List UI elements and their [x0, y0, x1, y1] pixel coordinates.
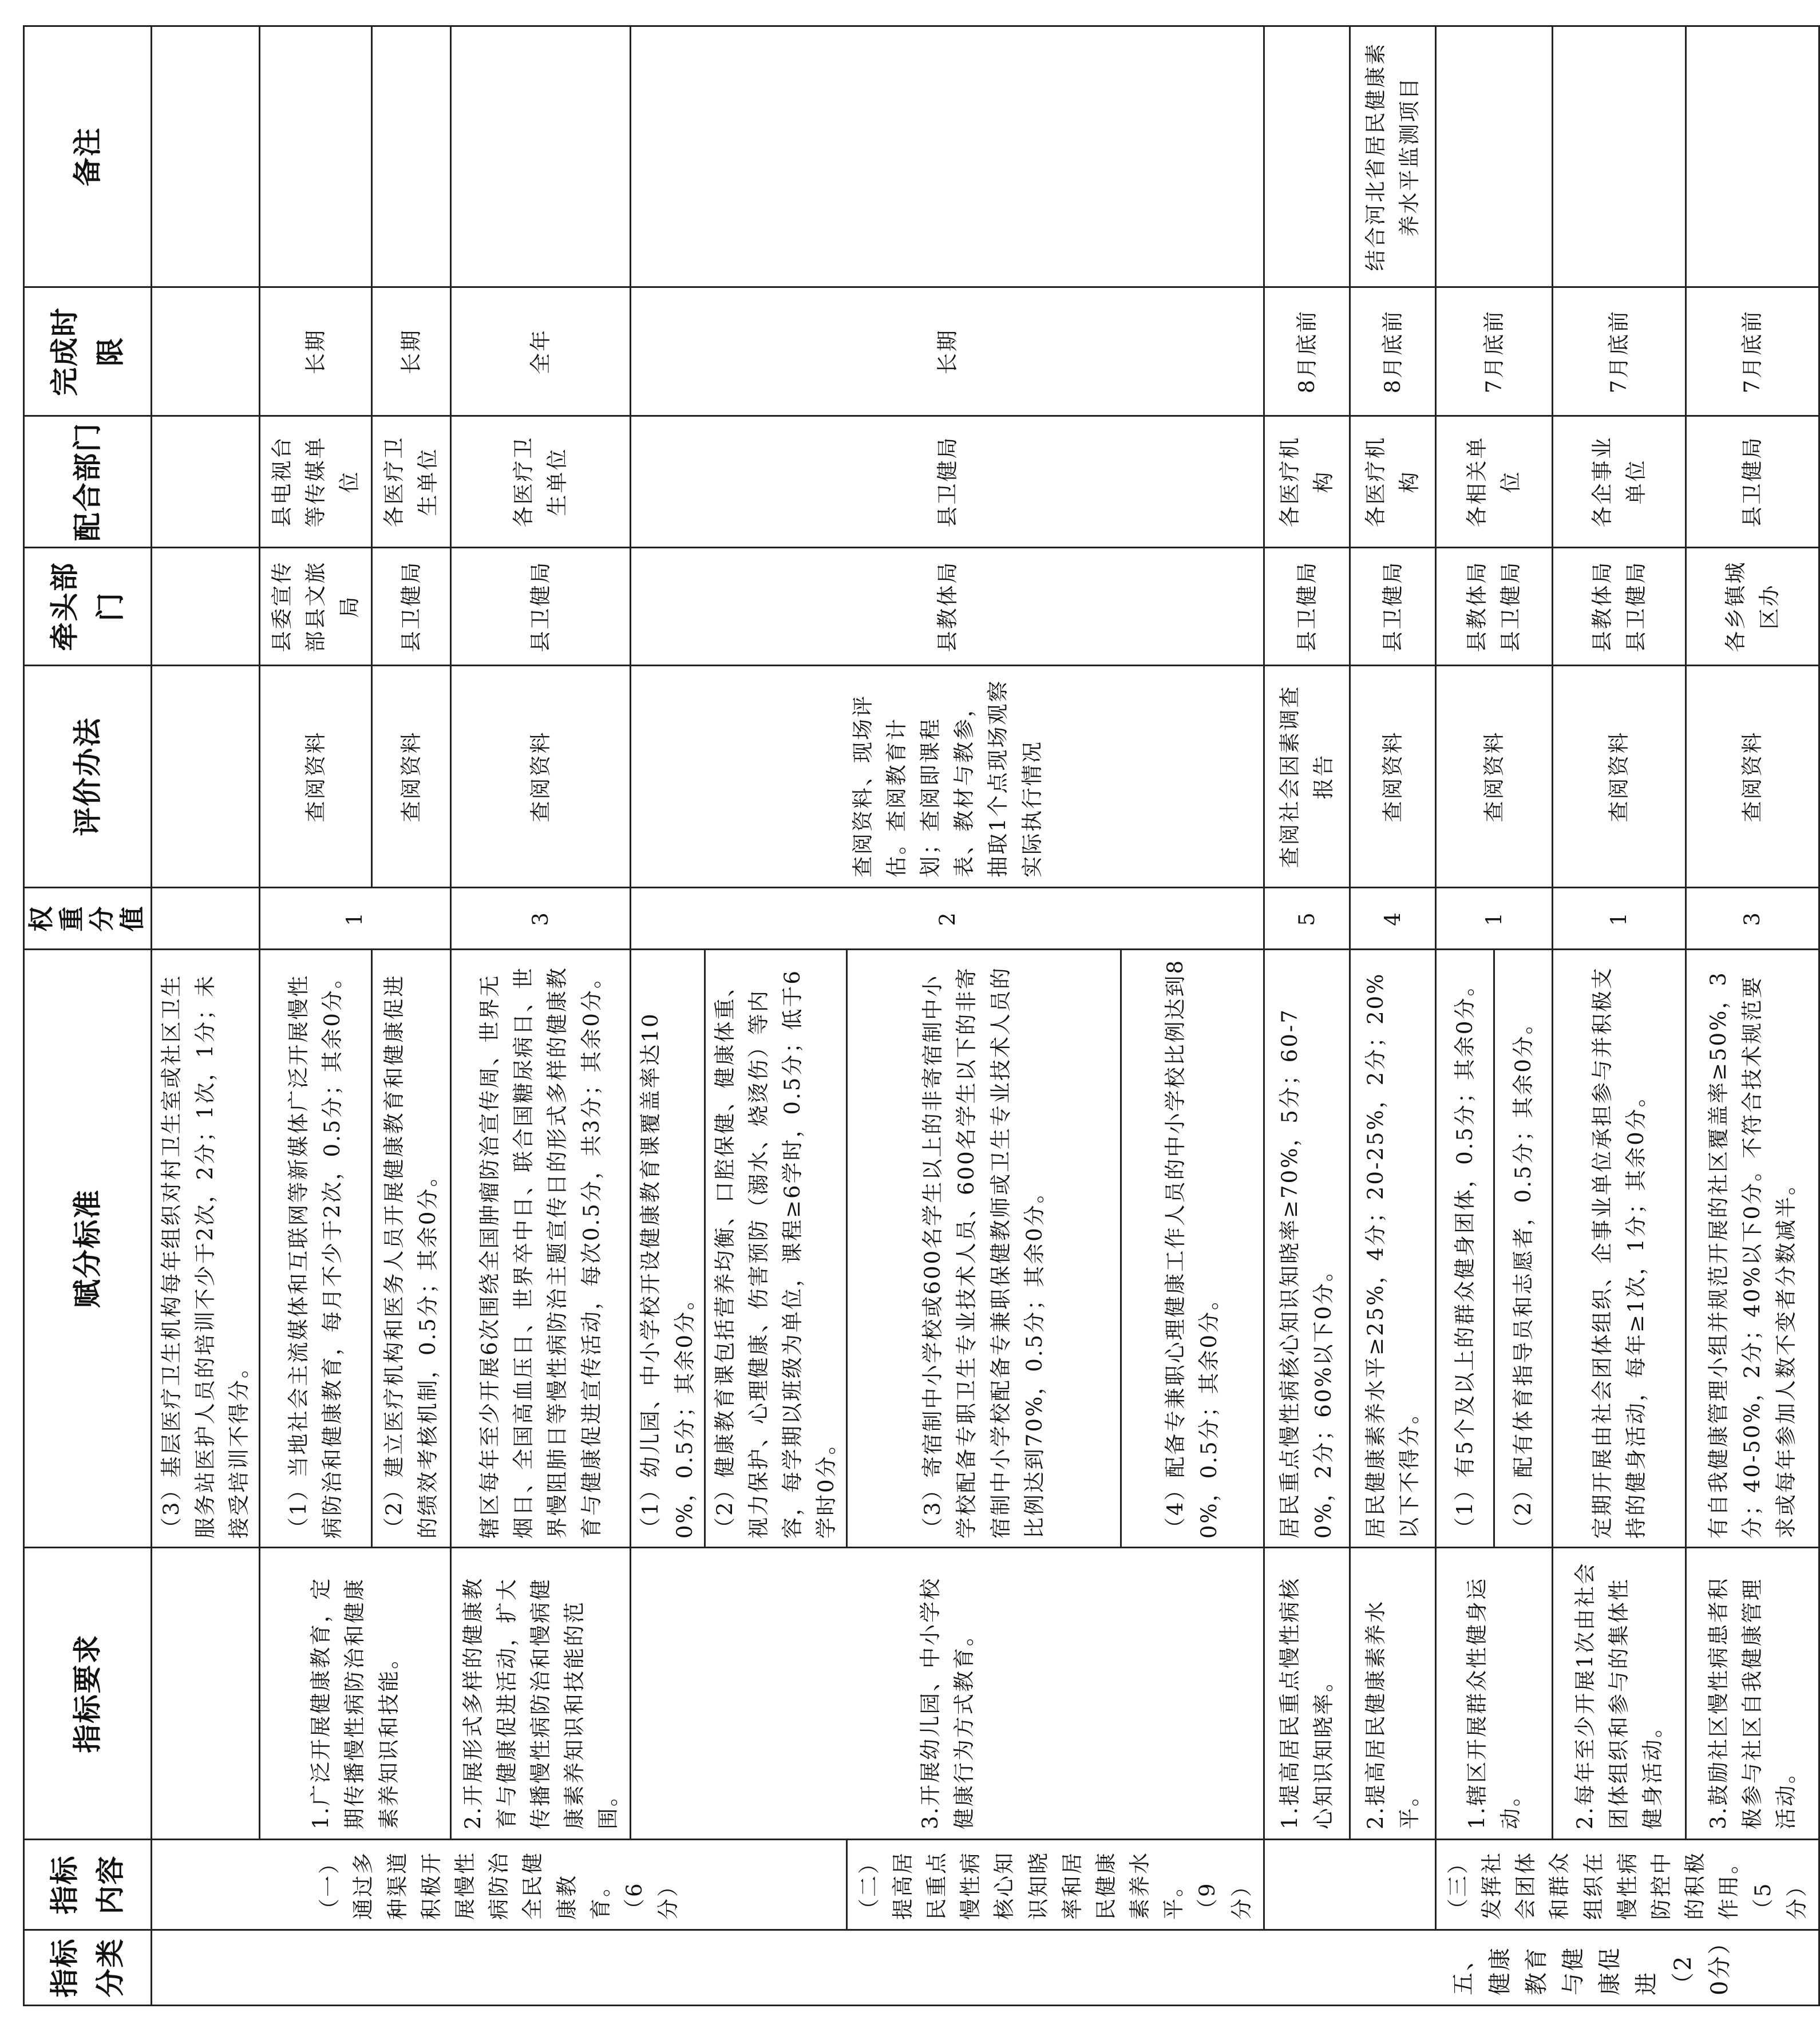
header-lead: 牵头部门	[24, 548, 152, 666]
table-row	[1552, 26, 1686, 2006]
weight-cell: 1	[1552, 888, 1686, 950]
header-support: 配合部门	[24, 416, 152, 548]
remark-cell	[372, 26, 450, 287]
weight-cell: 4	[1350, 888, 1435, 950]
method-cell: 查阅资料	[1552, 666, 1686, 888]
lead-cell: 县卫健局	[1264, 548, 1350, 666]
method-cell: 查阅资料	[1435, 666, 1552, 888]
support-cell: 县卫健局	[631, 416, 1264, 548]
standard-cell: 辖区每年至少开展6次围绕全国肿瘤防治宣传周、世界无烟日、全国高血压日、世界卒中日、联合国糖尿病日、世界慢阻肺日等慢性病防治主题宣传日的形式多样的健康教育与健康促进宣传活动，每次0.5分，共3分；其余0分。	[450, 950, 631, 1548]
requirement-cell: 1.提高居民重点慢性病核心知识知晓率。	[1264, 1548, 1350, 1840]
weight-cell: 3	[450, 888, 631, 950]
weight-cell	[152, 888, 260, 950]
deadline-cell: 长期	[372, 287, 450, 416]
deadline-cell: 长期	[631, 287, 1264, 416]
table-row	[631, 26, 705, 2006]
deadline-cell: 全年	[450, 287, 631, 416]
remark-cell	[450, 26, 631, 287]
method-cell: 查阅资料	[259, 666, 372, 888]
standard-cell: （1）有5个及以上的群众健身团体，0.5分；其余0分。	[1435, 950, 1494, 1548]
standard-cell: （2）配有体育指导员和志愿者，0.5分；其余0分。	[1494, 950, 1552, 1548]
requirement-cell: 2.开展形式多样的健康教育与健康促进活动，扩大传播慢性病防治和慢病健康素养知识和技能的范围。	[450, 1548, 631, 1840]
table-row	[1686, 26, 1819, 2006]
support-cell: 各医疗机构	[1264, 416, 1350, 548]
lead-cell: 县教体局县卫健局	[1552, 548, 1686, 666]
remark-cell	[1686, 26, 1819, 287]
category-cell: 五、健康教育与健康促进（20分）	[152, 1930, 1819, 2006]
deadline-cell: 长期	[259, 287, 372, 416]
standard-cell: （3）基层医疗卫生机构每年组织对村卫生室或社区卫生服务站医护人员的培训不少于2次，2分；1次，1分；未接受培训不得分。	[152, 950, 260, 1548]
requirement-cell: 2.提高居民健康素养水平。	[1350, 1548, 1435, 1840]
requirement-cell: 1.广泛开展健康教育，定期传播慢性病防治和健康素养知识和技能。	[259, 1548, 450, 1840]
remark-cell	[259, 26, 372, 287]
support-cell	[152, 416, 260, 548]
requirement-cell	[152, 1548, 260, 1840]
support-cell: 各医疗卫生单位	[372, 416, 450, 548]
remark-cell	[1264, 26, 1350, 287]
content-cell: （二）提高居民重点慢性病核心知识知晓率和居民健康素养水平。（9分）	[846, 1840, 1264, 1930]
lead-cell: 县卫健局	[372, 548, 450, 666]
remark-cell	[152, 26, 260, 287]
header-category: 指标分类	[24, 1930, 152, 2006]
lead-cell: 县教体局县卫健局	[1435, 548, 1552, 666]
content-cell: （一）通过多种渠道积极开展慢性病防治全民健康教育。（6分）	[152, 1840, 847, 1930]
header-requirement: 指标要求	[24, 1548, 152, 1840]
deadline-cell: 8月底前	[1350, 287, 1435, 416]
header-weight: 权重分值	[24, 888, 152, 950]
requirement-cell: 3.鼓励社区慢性病患者积极参与社区自我健康管理活动。	[1686, 1548, 1819, 1840]
standard-cell: 居民重点慢性病核心知识知晓率≥70%，5分；60-70%，2分；60%以下0分。	[1264, 950, 1350, 1548]
requirement-cell: 2.每年至少开展1次由社会团体组织和参与的集体性健身活动。	[1552, 1548, 1686, 1840]
header-method: 评价办法	[24, 666, 152, 888]
standard-cell: （3）寄宿制中小学校或600名学生以上的非寄宿制中小学校配备专职卫生专业技术人员、600名学生以下的非寄宿制中小学校配备专兼职保健教师或卫生专业技术人员的比例达到70%，0.5分；其余0分。	[846, 950, 1121, 1548]
support-cell: 各相关单位	[1435, 416, 1552, 548]
lead-cell: 县教体局	[631, 548, 1264, 666]
table-row	[1264, 26, 1350, 2006]
lead-cell	[152, 548, 260, 666]
standard-cell: 居民健康素养水平≥25%，4分；20-25%，2分；20%以下不得分。	[1350, 950, 1435, 1548]
deadline-cell	[152, 287, 260, 416]
deadline-cell: 8月底前	[1264, 287, 1350, 416]
table-row	[1435, 26, 1494, 2006]
standard-cell: （2）建立医疗机构和医务人员开展健康教育和健康促进的绩效考核机制，0.5分；其余0分。	[372, 950, 450, 1548]
standard-cell: 有自我健康管理小组并规范开展的社区覆盖率≥50%，3分；40-50%，2分；40%以下0分。不符合技术规范要求或每年参加人数不变者分数减半。	[1686, 950, 1819, 1548]
deadline-cell: 7月底前	[1435, 287, 1552, 416]
method-cell: 查阅资料	[450, 666, 631, 888]
standard-cell: （1）幼儿园、中小学校开设健康教育课覆盖率达100%，0.5分；其余0分。	[631, 950, 705, 1548]
method-cell: 查阅资料	[372, 666, 450, 888]
support-cell: 各医疗卫生单位	[450, 416, 631, 548]
standard-cell: （2）健康教育课包括营养均衡、口腔保健、健康体重、视力保护、心理健康、伤害预防（溺水、烧烫伤）等内容，每学期以班级为单位，课程≥6学时，0.5分；低于6学时0分。	[705, 950, 846, 1548]
header-row	[24, 26, 152, 2006]
header-standard: 赋分标准	[24, 950, 152, 1548]
weight-cell: 1	[259, 888, 450, 950]
remark-cell	[1552, 26, 1686, 287]
weight-cell: 1	[1435, 888, 1552, 950]
standard-cell: （4）配备专兼职心理健康工作人员的中小学校比例达到80%，0.5分；其余0分。	[1121, 950, 1264, 1548]
weight-cell: 2	[631, 888, 1264, 950]
method-cell: 查阅资料、现场评估。查阅教育计划；查阅即课程表、教材与教参，抽取1个点现场观察实际执行情况	[631, 666, 1264, 888]
remark-cell	[631, 26, 1264, 287]
support-cell: 县卫健局	[1686, 416, 1819, 548]
requirement-cell: 1.辖区开展群众性健身运动。	[1435, 1548, 1552, 1840]
method-cell: 查阅资料	[1350, 666, 1435, 888]
deadline-cell: 7月底前	[1686, 287, 1819, 416]
table-row	[1350, 26, 1435, 2006]
table-row	[152, 26, 260, 2006]
support-cell: 各医疗机构	[1350, 416, 1435, 548]
standard-cell: （1）当地社会主流媒体和互联网等新媒体广泛开展慢性病防治和健康教育，每月不少于2次，0.5分；其余0分。	[259, 950, 372, 1548]
method-cell: 查阅资料	[1686, 666, 1819, 888]
support-cell: 县电视台等传媒单位	[259, 416, 372, 548]
lead-cell: 县卫健局	[1350, 548, 1435, 666]
weight-cell: 3	[1686, 888, 1819, 950]
support-cell: 各企事业单位	[1552, 416, 1686, 548]
requirement-cell: 3.开展幼儿园、中小学校健康行为方式教育。	[631, 1548, 1264, 1840]
method-cell: 查阅社会因素调查报告	[1264, 666, 1350, 888]
header-content: 指标内容	[24, 1840, 152, 1930]
lead-cell: 县卫健局	[450, 548, 631, 666]
header-deadline: 完成时限	[24, 287, 152, 416]
lead-cell: 各乡镇城区办	[1686, 548, 1819, 666]
remark-cell: 结合河北省居民健康素养水平监测项目	[1350, 26, 1435, 287]
table-row	[450, 26, 631, 2006]
standard-cell: 定期开展由社会团体组织、企事业单位承担参与并积极支持的健身活动，每年≥1次，1分；其余0分。	[1552, 950, 1686, 1548]
indicator-table	[23, 25, 1820, 2006]
content-cell: （三）发挥社会团体和群众组织在慢性病防控中的积极作用。（5分）	[1435, 1840, 1819, 1930]
header-remark: 备注	[24, 26, 152, 287]
remark-cell	[1435, 26, 1552, 287]
content-cell	[1264, 1840, 1435, 1930]
lead-cell: 县委宣传部县文旅局	[259, 548, 372, 666]
method-cell	[152, 666, 260, 888]
deadline-cell: 7月底前	[1552, 287, 1686, 416]
table-row	[259, 26, 372, 2006]
weight-cell: 5	[1264, 888, 1350, 950]
